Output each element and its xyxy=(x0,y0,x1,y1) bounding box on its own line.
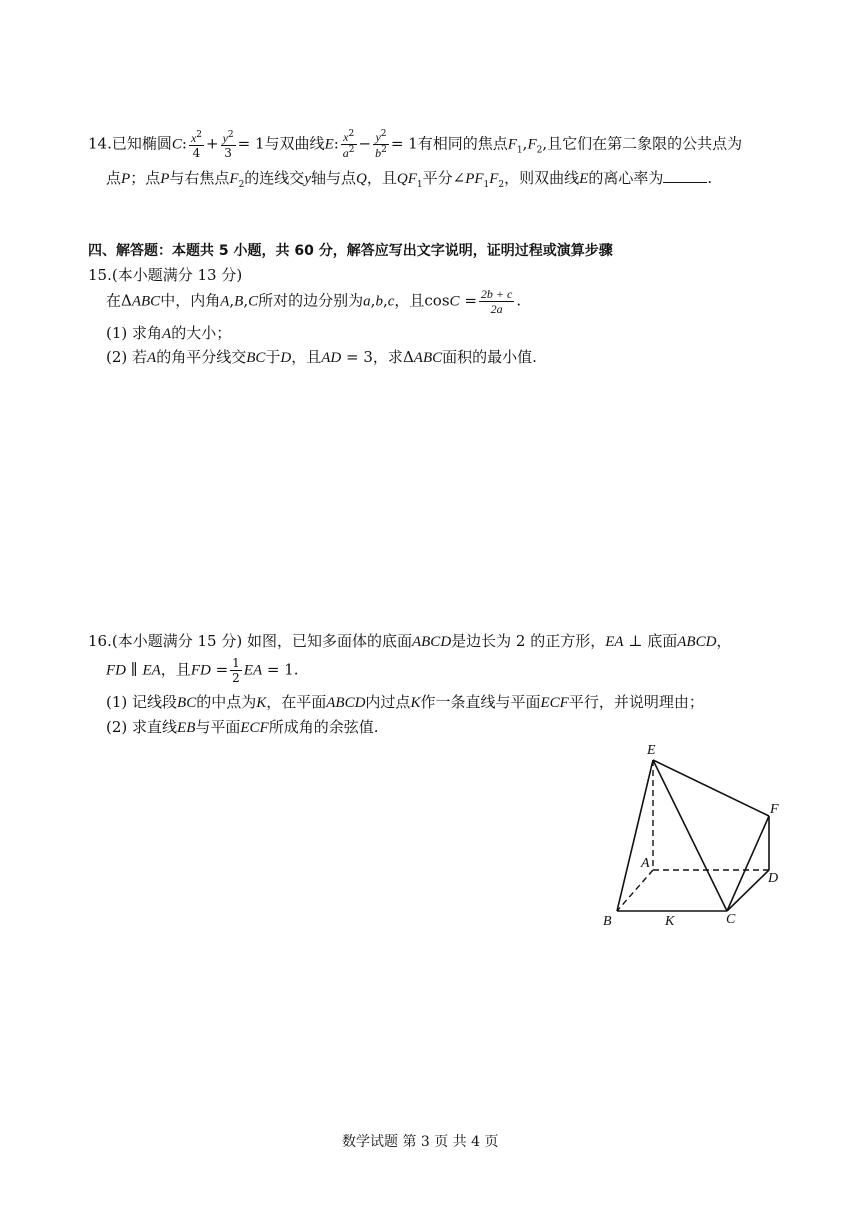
q14-line1: 14.已知椭圆C: $\frac{x^2}{4}$ + $\frac{y^2}{3}$ = 1与双曲线E: $\frac{x^2}{a^2}$ − $\frac{y^2}{b^2}$ = 1有相同的焦点$F_1,F_2$,且它们在第二象限的公共点为 xyxy=(88,129,743,160)
q14-line2: 点P；点P与右焦点$F_2$的连线交y轴与点Q，且$QF_1$平分$\angle PF_1F_2$，则双曲线E的离心率为 . xyxy=(106,169,713,190)
edge-EF xyxy=(653,760,769,816)
fraction: $\frac{x^2}{a^2}$ xyxy=(342,129,355,160)
label-A: A xyxy=(641,856,650,871)
fraction: $\frac{x^2}{4}$ xyxy=(190,129,203,160)
edge-EC xyxy=(653,760,727,911)
q15-stem: 在ΔABC中，内角A,B,C所对的边分别为a,b,c，且cosC = $\frac{2b + c}{2a}$ . xyxy=(106,287,522,316)
edge-CD xyxy=(727,870,769,911)
section-heading: 四、解答题：本题共 5 小题，共 60 分，解答应写出文字说明，证明过程或演算步骤 xyxy=(88,243,613,259)
q15-header: 15.(本小题满分 13 分) xyxy=(88,266,243,284)
q16-part1: (1) 记线段BC的中点为K，在平面ABCD内过点K作一条直线与平面ECF平行，并说明理由； xyxy=(106,693,704,711)
q16-line1: 16.(本小题满分 15 分) 如图，已知多面体的底面ABCD是边长为 2 的正方形，EA ⊥ 底面ABCD， xyxy=(88,632,732,650)
label-F: F xyxy=(770,802,779,817)
fraction: $\frac{y^2}{b^2}$ xyxy=(375,129,387,160)
fraction: $\frac{2b + c}{2a}$ xyxy=(480,287,513,316)
q16-line2: FD ∥ EA，且FD = $\frac{1}{2}$ EA = 1. xyxy=(106,656,299,685)
label-E: E xyxy=(647,743,656,758)
label-C: C xyxy=(726,912,736,927)
q14-number: 14. xyxy=(88,134,112,153)
edge-EB xyxy=(617,760,653,911)
fraction: $\frac{y^2}{3}$ xyxy=(222,129,234,160)
label-K: K xyxy=(665,914,675,929)
q16-part2: (2) 求直线EB与平面ECF所成角的余弦值. xyxy=(106,718,379,736)
q15-part2: (2) 若A的角平分线交BC于D，且AD = 3，求ΔABC面积的最小值. xyxy=(106,348,537,366)
fraction: $\frac{1}{2}$ xyxy=(232,656,240,685)
q15-part1: (1) 求角A的大小； xyxy=(106,324,232,342)
edge-FC xyxy=(727,816,769,911)
page-footer: 数学试题 第 3 页 共 4 页 xyxy=(342,1134,499,1150)
label-D: D xyxy=(768,871,779,886)
label-B: B xyxy=(603,914,612,929)
